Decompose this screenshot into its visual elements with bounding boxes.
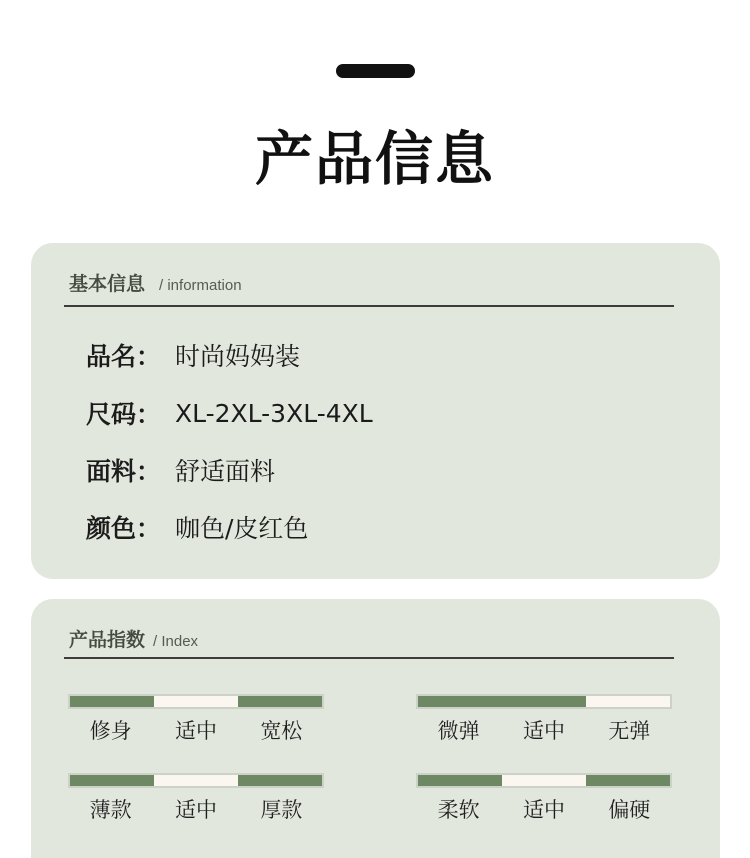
- meter-segment: [238, 696, 322, 707]
- meter-softness: [416, 773, 672, 824]
- page-title: 产品信息: [254, 125, 495, 193]
- meter-label: 偏硬: [608, 798, 651, 822]
- meter-segment: [586, 696, 670, 707]
- product-index-heading: [69, 625, 198, 652]
- meter-segment: [418, 775, 502, 786]
- info-value-color: 咖色/皮红色: [175, 514, 309, 543]
- meter-label: 适中: [174, 798, 217, 822]
- info-value-fabric: 舒适面料: [175, 457, 276, 486]
- meter-segment: [418, 696, 502, 707]
- meter-label: 宽松: [260, 719, 303, 743]
- info-label-size: 尺码：: [86, 400, 162, 429]
- meter-bar: [68, 773, 324, 788]
- meter-label: 薄款: [89, 798, 132, 822]
- decorative-top-bar: [336, 64, 415, 78]
- meter-bar: [416, 773, 672, 788]
- info-value-name: 时尚妈妈装: [175, 342, 301, 371]
- product-index-heading-en: / Index: [153, 633, 199, 650]
- meter-segment: [70, 696, 154, 707]
- meter-bar: [416, 694, 672, 709]
- info-label-name: 品名：: [86, 342, 162, 371]
- meter-label: 无弹: [608, 719, 651, 743]
- meter-label: 微弹: [437, 719, 480, 743]
- meter-label: 适中: [522, 719, 565, 743]
- meter-labels: [68, 794, 324, 824]
- info-row-size: [86, 395, 373, 431]
- info-row-color: [86, 509, 308, 545]
- meter-fit: [68, 694, 324, 745]
- meter-label: 厚款: [260, 798, 303, 822]
- basic-info-heading-en: / information: [159, 277, 242, 294]
- info-value-size: XL-2XL-3XL-4XL: [175, 398, 373, 428]
- meter-labels: [68, 715, 324, 745]
- meter-segment: [70, 775, 154, 786]
- info-label-fabric: 面料：: [86, 457, 162, 486]
- meter-label: 柔软: [437, 798, 480, 822]
- meter-label: 适中: [174, 719, 217, 743]
- basic-info-card: [31, 243, 720, 579]
- meter-segment: [154, 696, 238, 707]
- meter-segment: [502, 696, 586, 707]
- basic-info-heading: [69, 269, 242, 296]
- basic-info-divider: [64, 305, 674, 307]
- meter-segment: [502, 775, 586, 786]
- info-label-color: 颜色：: [86, 514, 162, 543]
- meter-bar: [68, 694, 324, 709]
- product-index-divider: [64, 657, 674, 659]
- meter-thickness: [68, 773, 324, 824]
- meter-labels: [416, 794, 672, 824]
- info-row-name: [86, 337, 300, 373]
- meter-segment: [154, 775, 238, 786]
- info-row-fabric: [86, 452, 275, 488]
- product-index-heading-zh: 产品指数: [69, 629, 146, 651]
- meter-segment: [238, 775, 322, 786]
- meter-label: 修身: [89, 719, 132, 743]
- meter-elasticity: [416, 694, 672, 745]
- product-index-card: [31, 599, 720, 858]
- meter-label: 适中: [522, 798, 565, 822]
- meter-labels: [416, 715, 672, 745]
- meter-segment: [586, 775, 670, 786]
- basic-info-heading-zh: 基本信息: [69, 273, 146, 295]
